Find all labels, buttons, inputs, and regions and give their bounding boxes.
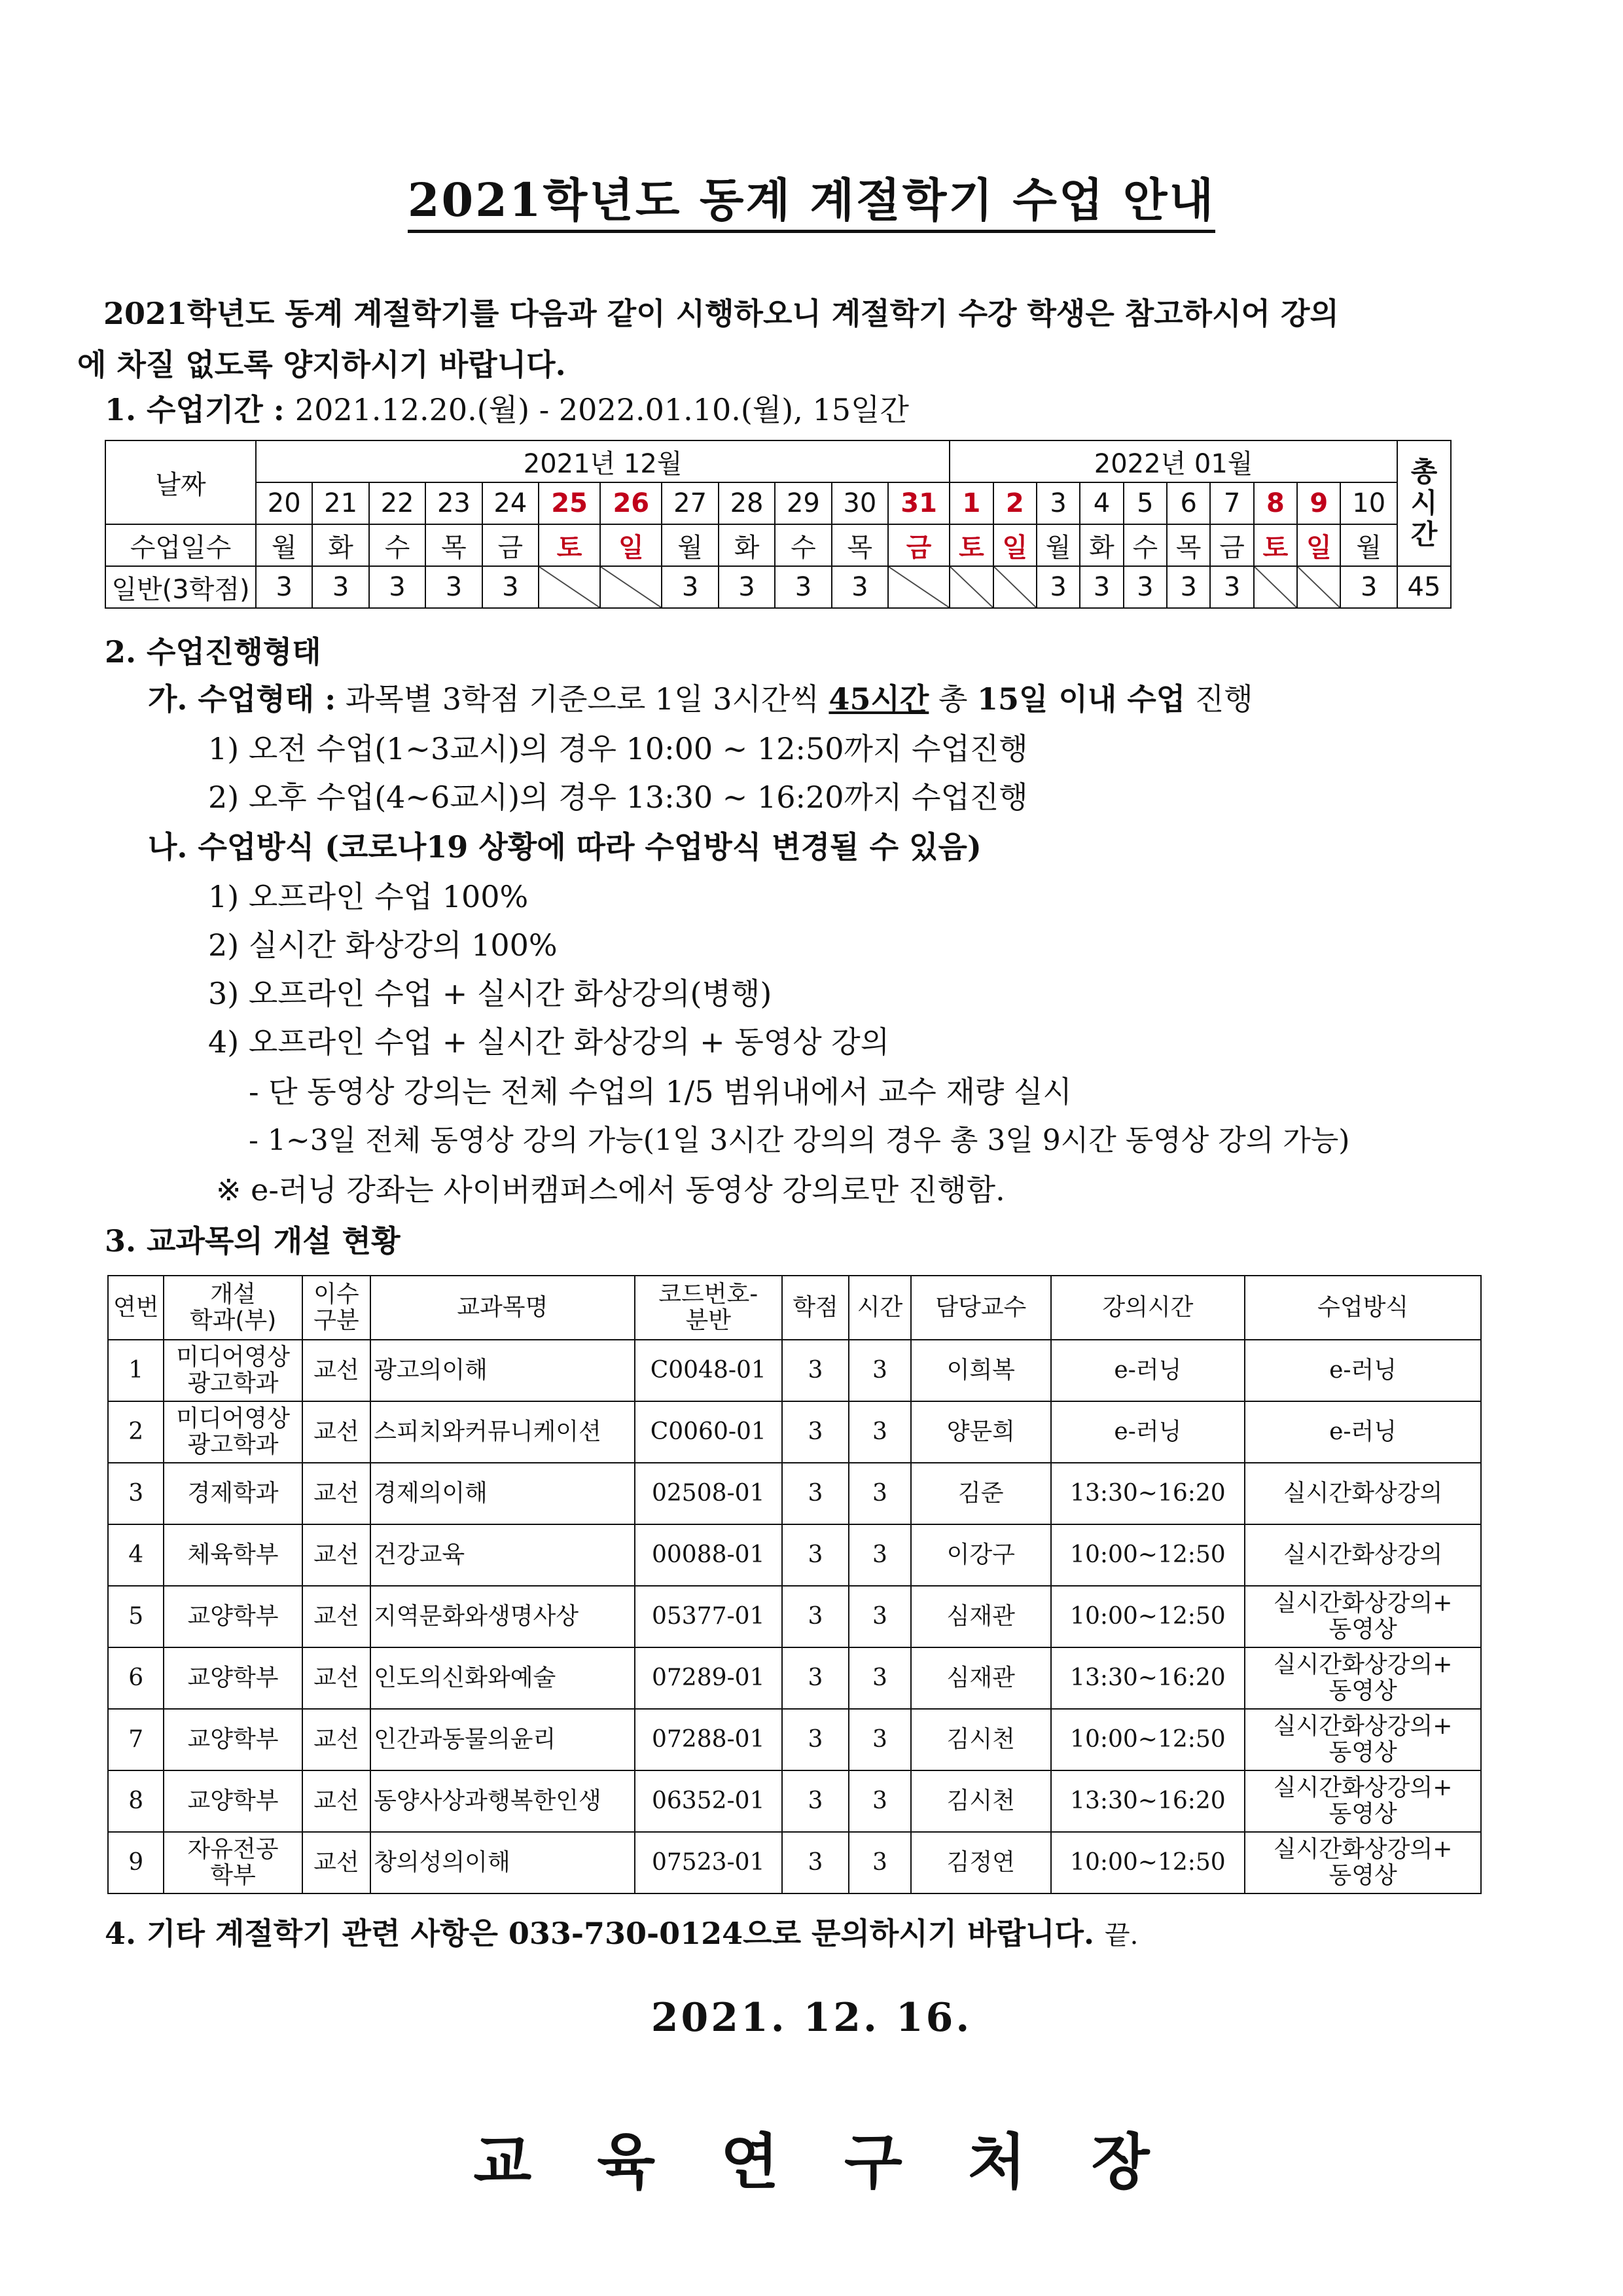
course-cell: 체육학부 xyxy=(164,1524,302,1586)
ga-text-e: 진행 xyxy=(1194,681,1253,717)
course-cell: 2 xyxy=(108,1401,164,1463)
course-row xyxy=(108,1770,1481,1832)
course-cell: 3 xyxy=(849,1586,911,1647)
course-cell: 1 xyxy=(108,1340,164,1401)
course-cell: 실시간화상강의+ 동영상 xyxy=(1245,1709,1481,1770)
course-row xyxy=(108,1463,1481,1524)
course-cell: 3 xyxy=(782,1647,849,1709)
course-cell: 실시간화상강의+ 동영상 xyxy=(1245,1647,1481,1709)
course-col-header: 수업방식 xyxy=(1245,1276,1481,1340)
course-cell: e-러닝 xyxy=(1051,1340,1245,1401)
cal-date-cell: 29 xyxy=(775,482,831,524)
cal-date-cell: 6 xyxy=(1167,482,1210,524)
cal-no-class-cell xyxy=(950,566,993,608)
cal-weekday-cell: 월 xyxy=(1037,524,1080,566)
section-2-heading: 2. 수업진행형태 xyxy=(105,634,321,670)
course-cell: 김정연 xyxy=(911,1832,1051,1893)
cal-label-general: 일반(3학점) xyxy=(105,566,256,608)
na-item-4: 4) 오프라인 수업 + 실시간 화상강의 + 동영상 강의 xyxy=(208,1024,890,1060)
intro-line-1: 2021학년도 동계 계절학기를 다음과 같이 시행하오니 계절학기 수강 학생은 참고하시어 강의 xyxy=(103,296,1339,331)
cal-hours-cell: 3 xyxy=(1037,566,1080,608)
course-cell: 건강교육 xyxy=(370,1524,634,1586)
cal-month-jan: 2022년 01월 xyxy=(950,440,1397,482)
course-cell: 8 xyxy=(108,1770,164,1832)
ga-label: 가. 수업형태 : xyxy=(148,681,336,717)
course-cell: 김시천 xyxy=(911,1709,1051,1770)
course-cell: 3 xyxy=(849,1524,911,1586)
course-cell: 동양사상과행복한인생 xyxy=(370,1770,634,1832)
na-item-1: 1) 오프라인 수업 100% xyxy=(208,879,529,914)
cal-date-cell: 5 xyxy=(1124,482,1167,524)
cal-date-cell: 22 xyxy=(369,482,425,524)
ga-item-1: 1) 오전 수업(1~3교시)의 경우 10:00 ~ 12:50까지 수업진행 xyxy=(208,731,1028,766)
course-cell: 스피치와커뮤니케이션 xyxy=(370,1401,634,1463)
course-cell: 실시간화상강의+ 동영상 xyxy=(1245,1832,1481,1893)
page-title: 2021학년도 동계 계절학기 수업 안내 xyxy=(0,164,1623,230)
course-cell: 10:00~12:50 xyxy=(1051,1709,1245,1770)
course-cell: 양문희 xyxy=(911,1401,1051,1463)
cal-hours-cell: 3 xyxy=(1167,566,1210,608)
course-cell: 00088-01 xyxy=(635,1524,782,1586)
course-col-header: 코드번호- 분반 xyxy=(635,1276,782,1340)
cal-no-class-cell xyxy=(1297,566,1340,608)
course-cell: 13:30~16:20 xyxy=(1051,1647,1245,1709)
cal-date-cell: 26 xyxy=(600,482,662,524)
course-cell: 3 xyxy=(849,1770,911,1832)
document-date: 2021. 12. 16. xyxy=(651,1995,972,2041)
intro-line-2: 에 차질 없도록 양지하시기 바랍니다. xyxy=(77,347,566,382)
course-cell: 실시간화상강의 xyxy=(1245,1463,1481,1524)
cal-date-cell: 8 xyxy=(1254,482,1297,524)
cal-no-class-cell xyxy=(1254,566,1297,608)
course-table xyxy=(107,1275,1482,1894)
cal-weekday-cell: 화 xyxy=(719,524,775,566)
course-cell: 3 xyxy=(782,1832,849,1893)
cal-weekday-cell: 목 xyxy=(832,524,888,566)
cal-weekday-cell: 금 xyxy=(482,524,539,566)
course-cell: 07289-01 xyxy=(635,1647,782,1709)
course-cell: 02508-01 xyxy=(635,1463,782,1524)
course-cell: 교선 xyxy=(302,1524,370,1586)
course-cell: 07288-01 xyxy=(635,1709,782,1770)
course-cell: 3 xyxy=(849,1709,911,1770)
course-cell: 지역문화와생명사상 xyxy=(370,1586,634,1647)
course-cell: 3 xyxy=(782,1401,849,1463)
ga-text-b: 45시간 xyxy=(829,681,929,717)
cal-hours-cell: 3 xyxy=(1080,566,1123,608)
cal-hours-cell: 3 xyxy=(775,566,831,608)
course-cell: 3 xyxy=(849,1647,911,1709)
course-cell: 3 xyxy=(782,1709,849,1770)
cal-hours-cell: 3 xyxy=(1124,566,1167,608)
course-cell: 10:00~12:50 xyxy=(1051,1586,1245,1647)
course-cell: e-러닝 xyxy=(1245,1401,1481,1463)
course-cell: 6 xyxy=(108,1647,164,1709)
cal-weekday-cell: 목 xyxy=(425,524,482,566)
cal-weekday-cell: 수 xyxy=(1124,524,1167,566)
cal-label-days: 수업일수 xyxy=(105,524,256,566)
course-col-header: 학점 xyxy=(782,1276,849,1340)
cal-date-cell: 27 xyxy=(662,482,718,524)
course-col-header: 시간 xyxy=(849,1276,911,1340)
cal-hours-cell: 3 xyxy=(482,566,539,608)
course-row xyxy=(108,1586,1481,1647)
course-cell: 9 xyxy=(108,1832,164,1893)
cal-date-cell: 30 xyxy=(832,482,888,524)
course-cell: 4 xyxy=(108,1524,164,1586)
issuer-signature: 교육연구처장 xyxy=(473,2126,1215,2197)
course-cell: C0048-01 xyxy=(635,1340,782,1401)
course-cell: 교양학부 xyxy=(164,1709,302,1770)
course-col-header: 담당교수 xyxy=(911,1276,1051,1340)
course-col-header: 교과목명 xyxy=(370,1276,634,1340)
course-cell: 07523-01 xyxy=(635,1832,782,1893)
cal-weekday-cell: 월 xyxy=(1340,524,1397,566)
course-cell: 교선 xyxy=(302,1709,370,1770)
course-row xyxy=(108,1340,1481,1401)
course-row xyxy=(108,1709,1481,1770)
cal-hours-cell: 3 xyxy=(719,566,775,608)
course-cell: 교양학부 xyxy=(164,1586,302,1647)
cal-date-cell: 25 xyxy=(539,482,600,524)
cal-weekday-cell: 월 xyxy=(662,524,718,566)
course-row xyxy=(108,1832,1481,1893)
cal-weekday-cell: 수 xyxy=(369,524,425,566)
course-cell: 실시간화상강의+ 동영상 xyxy=(1245,1770,1481,1832)
cal-date-cell: 3 xyxy=(1037,482,1080,524)
cal-date-cell: 28 xyxy=(719,482,775,524)
cal-weekday-cell: 토 xyxy=(950,524,993,566)
course-cell: 06352-01 xyxy=(635,1770,782,1832)
course-cell: 광고의이해 xyxy=(370,1340,634,1401)
cal-hours-cell: 3 xyxy=(1340,566,1397,608)
course-cell: 자유전공 학부 xyxy=(164,1832,302,1893)
course-cell: 3 xyxy=(782,1463,849,1524)
cal-date-cell: 2 xyxy=(993,482,1037,524)
course-cell: 김준 xyxy=(911,1463,1051,1524)
intro-paragraph xyxy=(77,288,1491,390)
course-cell: 경제의이해 xyxy=(370,1463,634,1524)
course-col-header: 이수 구분 xyxy=(302,1276,370,1340)
course-cell: 교선 xyxy=(302,1463,370,1524)
na-sub-1: - 단 동영상 강의는 전체 수업의 1/5 범위내에서 교수 재량 실시 xyxy=(249,1074,1072,1109)
course-cell: 심재관 xyxy=(911,1586,1051,1647)
cal-weekday-cell: 일 xyxy=(600,524,662,566)
cal-date-cell: 31 xyxy=(888,482,950,524)
cal-weekday-cell: 금 xyxy=(1210,524,1253,566)
section-1-value: 2021.12.20.(월) - 2022.01.10.(월), 15일간 xyxy=(294,392,909,427)
course-cell: 교선 xyxy=(302,1647,370,1709)
section-2-na: 나. 수업방식 (코로나19 상황에 따라 수업방식 변경될 수 있음) xyxy=(148,829,982,865)
course-cell: 3 xyxy=(782,1524,849,1586)
cal-weekday-cell: 화 xyxy=(1080,524,1123,566)
cal-date-cell: 21 xyxy=(312,482,368,524)
na-sub-2: - 1~3일 전체 동영상 강의 가능(1일 3시간 강의의 경우 총 3일 9시간 동영상 강의 가능) xyxy=(249,1124,1350,1157)
course-cell: 경제학과 xyxy=(164,1463,302,1524)
cal-date-cell: 24 xyxy=(482,482,539,524)
course-cell: 인도의신화와예술 xyxy=(370,1647,634,1709)
course-col-header: 연번 xyxy=(108,1276,164,1340)
course-cell: 교선 xyxy=(302,1340,370,1401)
cal-date-cell: 9 xyxy=(1297,482,1340,524)
course-col-header: 개설 학과(부) xyxy=(164,1276,302,1340)
course-row xyxy=(108,1524,1481,1586)
cal-no-class-cell xyxy=(539,566,600,608)
course-cell: 창의성의이해 xyxy=(370,1832,634,1893)
section-2-ga xyxy=(148,675,1253,719)
cal-hours-cell: 3 xyxy=(425,566,482,608)
course-cell: 교선 xyxy=(302,1401,370,1463)
course-cell: 미디어영상 광고학과 xyxy=(164,1340,302,1401)
course-cell: 심재관 xyxy=(911,1647,1051,1709)
course-cell: 교양학부 xyxy=(164,1770,302,1832)
course-cell: 3 xyxy=(782,1770,849,1832)
section-1-label: 1. 수업기간 : xyxy=(105,392,285,427)
ga-item-2: 2) 오후 수업(4~6교시)의 경우 13:30 ~ 16:20까지 수업진행 xyxy=(208,780,1028,815)
cal-weekday-cell: 일 xyxy=(993,524,1037,566)
course-cell: 13:30~16:20 xyxy=(1051,1770,1245,1832)
cal-weekday-cell: 토 xyxy=(1254,524,1297,566)
cal-weekday-cell: 토 xyxy=(539,524,600,566)
course-cell: 3 xyxy=(849,1401,911,1463)
na-item-3: 3) 오프라인 수업 + 실시간 화상강의(병행) xyxy=(208,976,772,1011)
cal-date-cell: 4 xyxy=(1080,482,1123,524)
course-cell: 교선 xyxy=(302,1586,370,1647)
cal-hours-cell: 3 xyxy=(256,566,312,608)
schedule-calendar xyxy=(105,440,1452,609)
cal-date-cell: 1 xyxy=(950,482,993,524)
cal-hours-cell: 3 xyxy=(662,566,718,608)
course-cell: e-러닝 xyxy=(1245,1340,1481,1401)
cal-weekday-cell: 금 xyxy=(888,524,950,566)
na-item-2: 2) 실시간 화상강의 100% xyxy=(208,927,558,963)
course-cell: 교선 xyxy=(302,1832,370,1893)
cal-month-dec: 2021년 12월 xyxy=(256,440,950,482)
course-col-header: 강의시간 xyxy=(1051,1276,1245,1340)
cal-hours-cell: 3 xyxy=(832,566,888,608)
course-cell: 인간과동물의윤리 xyxy=(370,1709,634,1770)
elearning-note: ※ e-러닝 강좌는 사이버캠퍼스에서 동영상 강의로만 진행함. xyxy=(216,1172,1005,1208)
cal-date-cell: 20 xyxy=(256,482,312,524)
section-4 xyxy=(105,1910,1138,1953)
course-cell: 10:00~12:50 xyxy=(1051,1524,1245,1586)
course-cell: 7 xyxy=(108,1709,164,1770)
cal-no-class-cell xyxy=(600,566,662,608)
section-1 xyxy=(105,386,909,429)
course-row xyxy=(108,1401,1481,1463)
cal-weekday-cell: 목 xyxy=(1167,524,1210,566)
ga-text-c: 총 xyxy=(938,681,968,717)
cal-weekday-cell: 화 xyxy=(312,524,368,566)
cal-date-cell: 7 xyxy=(1210,482,1253,524)
course-cell: 3 xyxy=(849,1832,911,1893)
course-cell: 3 xyxy=(849,1463,911,1524)
course-row xyxy=(108,1647,1481,1709)
course-cell: e-러닝 xyxy=(1051,1401,1245,1463)
cal-weekday-cell: 일 xyxy=(1297,524,1340,566)
course-cell: 김시천 xyxy=(911,1770,1051,1832)
cal-total-value: 45 xyxy=(1397,566,1451,608)
cal-no-class-cell xyxy=(888,566,950,608)
cal-no-class-cell xyxy=(993,566,1037,608)
course-cell: 미디어영상 광고학과 xyxy=(164,1401,302,1463)
course-cell: 이희복 xyxy=(911,1340,1051,1401)
cal-date-cell: 23 xyxy=(425,482,482,524)
course-cell: 3 xyxy=(108,1463,164,1524)
course-cell: 13:30~16:20 xyxy=(1051,1463,1245,1524)
section-4-end: 끝. xyxy=(1105,1920,1139,1950)
cal-hours-cell: 3 xyxy=(369,566,425,608)
course-cell: C0060-01 xyxy=(635,1401,782,1463)
cal-header-date: 날짜 xyxy=(105,440,256,524)
cal-weekday-cell: 월 xyxy=(256,524,312,566)
ga-text-a: 과목별 3학점 기준으로 1일 3시간씩 xyxy=(345,681,819,717)
course-cell: 3 xyxy=(782,1586,849,1647)
course-cell: 이강구 xyxy=(911,1524,1051,1586)
cal-hours-cell: 3 xyxy=(1210,566,1253,608)
course-cell: 05377-01 xyxy=(635,1586,782,1647)
cal-weekday-cell: 수 xyxy=(775,524,831,566)
course-cell: 3 xyxy=(849,1340,911,1401)
course-cell: 교양학부 xyxy=(164,1647,302,1709)
cal-date-cell: 10 xyxy=(1340,482,1397,524)
ga-text-d: 15일 이내 수업 xyxy=(977,681,1186,717)
course-cell: 5 xyxy=(108,1586,164,1647)
cal-total-label: 총 시 간 xyxy=(1397,440,1451,566)
course-cell: 실시간화상강의 xyxy=(1245,1524,1481,1586)
cal-hours-cell: 3 xyxy=(312,566,368,608)
course-cell: 실시간화상강의+ 동영상 xyxy=(1245,1586,1481,1647)
course-cell: 교선 xyxy=(302,1770,370,1832)
section-4-text: 4. 기타 계절학기 관련 사항은 033-730-0124으로 문의하시기 바랍니다. xyxy=(105,1916,1094,1951)
course-cell: 3 xyxy=(782,1340,849,1401)
course-cell: 10:00~12:50 xyxy=(1051,1832,1245,1893)
section-3-heading: 3. 교과목의 개설 현황 xyxy=(105,1223,401,1259)
